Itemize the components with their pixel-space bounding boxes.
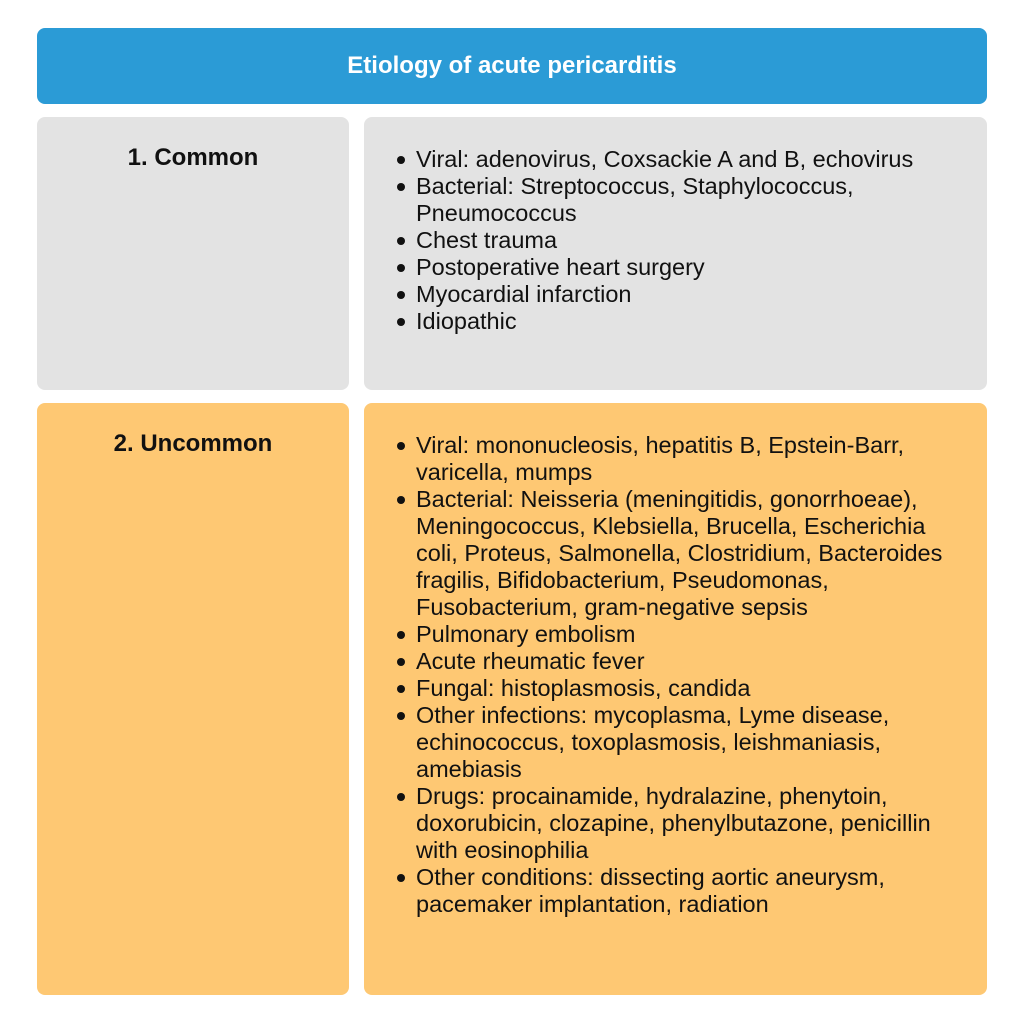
list-item: Acute rheumatic fever <box>364 648 987 675</box>
list-item: Idiopathic <box>364 308 987 335</box>
common-causes-list <box>364 117 987 335</box>
title-bar <box>37 28 987 104</box>
list-item: Viral: adenovirus, Coxsackie A and B, echovirus <box>364 146 987 173</box>
list-item: Drugs: procainamide, hydralazine, phenytoin, doxorubicin, clozapine, phenylbutazone, penicillin with eosinophilia <box>364 783 987 864</box>
uncommon-causes-box <box>364 403 987 995</box>
common-label: 1. Common <box>127 144 259 171</box>
list-item: Bacterial: Neisseria (meningitidis, gonorrhoeae), Meningococcus, Klebsiella, Brucella, Escherichia coli, Proteus, Salmonella, Clostridium, Bacteroides fragilis, Bifidobacterium, Pseudomonas, Fusobacterium, gram-negative sepsis <box>364 486 987 621</box>
common-causes-box <box>364 117 987 390</box>
list-item: Fungal: histoplasmosis, candida <box>364 675 987 702</box>
uncommon-label: 2. Uncommon <box>113 430 273 457</box>
list-item: Pulmonary embolism <box>364 621 987 648</box>
list-item: Other conditions: dissecting aortic aneurysm, pacemaker implantation, radiation <box>364 864 987 918</box>
common-label-box <box>37 117 349 390</box>
list-item: Postoperative heart surgery <box>364 254 987 281</box>
list-item: Chest trauma <box>364 227 987 254</box>
list-item: Viral: mononucleosis, hepatitis B, Epstein-Barr, varicella, mumps <box>364 432 987 486</box>
list-item: Other infections: mycoplasma, Lyme disease, echinococcus, toxoplasmosis, leishmaniasis, amebiasis <box>364 702 987 783</box>
uncommon-label-box <box>37 403 349 995</box>
uncommon-causes-list <box>364 403 987 918</box>
list-item: Myocardial infarction <box>364 281 987 308</box>
diagram-title: Etiology of acute pericarditis <box>347 52 677 79</box>
list-item: Bacterial: Streptococcus, Staphylococcus, Pneumococcus <box>364 173 987 227</box>
